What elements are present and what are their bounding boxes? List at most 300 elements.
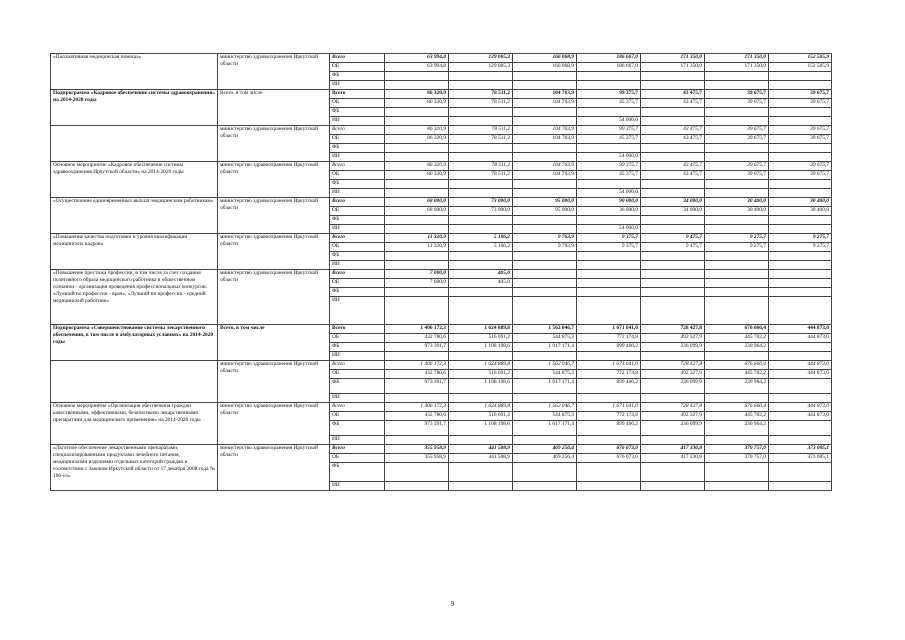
amount-cell: 11 320,9 — [385, 243, 449, 252]
amount-cell: 772 174,8 — [577, 334, 641, 343]
amount-cell: 373 005,1 — [769, 445, 832, 454]
funding-source-cell: Всего — [330, 162, 385, 171]
amount-cell — [641, 117, 705, 126]
amount-cell — [513, 482, 577, 491]
funding-source-cell: ИИ — [330, 189, 385, 198]
amount-cell: 9 375,7 — [577, 243, 641, 252]
amount-cell — [705, 81, 769, 90]
amount-cell — [513, 297, 577, 325]
amount-cell: 1 406 172,3 — [385, 325, 449, 334]
amount-cell — [577, 482, 641, 491]
amount-cell — [513, 252, 577, 261]
amount-cell — [513, 108, 577, 117]
amount-cell: 1 108 198,6 — [449, 343, 513, 352]
amount-cell: 728 427,8 — [641, 325, 705, 334]
amount-cell: 444 873,0 — [769, 412, 832, 421]
amount-cell — [449, 463, 513, 482]
amount-cell: 104 763,9 — [513, 135, 577, 144]
amount-cell — [705, 394, 769, 403]
amount-cell: 236 099,9 — [641, 343, 705, 352]
program-name-cell: Основное мероприятие «Организация обеспечения граждан качественными, эффективными, безопасными лекарственными препаратами для медицинского применения» на 2014-2020 годы — [51, 403, 218, 445]
amount-cell — [641, 108, 705, 117]
amount-cell: 63 994,8 — [385, 63, 449, 72]
amount-cell — [641, 153, 705, 162]
amount-cell — [385, 394, 449, 403]
funding-source-cell: ИИ — [330, 225, 385, 234]
amount-cell — [577, 394, 641, 403]
funding-source-cell: ФБ — [330, 144, 385, 153]
amount-cell: 86 320,9 — [385, 99, 449, 108]
amount-cell: 39 675,7 — [769, 135, 832, 144]
amount-cell: 129 005,3 — [449, 54, 513, 63]
amount-cell: 86 320,9 — [385, 90, 449, 99]
amount-cell: 236 099,9 — [641, 421, 705, 436]
amount-cell: 432 780,6 — [385, 370, 449, 379]
funding-source-cell: ОБ — [330, 370, 385, 379]
amount-cell — [577, 463, 641, 482]
amount-cell: 171 350,0 — [641, 54, 705, 63]
amount-cell — [769, 436, 832, 445]
funding-source-cell: Всего — [330, 403, 385, 412]
amount-cell: 39 675,7 — [769, 90, 832, 99]
amount-cell — [705, 72, 769, 81]
amount-cell: 104 763,9 — [513, 99, 577, 108]
amount-cell: 1 406 172,3 — [385, 361, 449, 370]
amount-cell — [769, 189, 832, 198]
funding-source-cell: Всего — [330, 445, 385, 454]
amount-cell — [769, 482, 832, 491]
amount-cell — [385, 225, 449, 234]
amount-cell — [513, 144, 577, 153]
funding-source-cell: ОБ — [330, 207, 385, 216]
amount-cell — [449, 180, 513, 189]
amount-cell: 30 400,0 — [705, 207, 769, 216]
amount-cell: 230 964,2 — [705, 379, 769, 394]
amount-cell: 370 757,0 — [705, 454, 769, 463]
funding-source-cell: ФБ — [330, 288, 385, 297]
amount-cell — [705, 216, 769, 225]
amount-cell — [513, 153, 577, 162]
amount-cell — [769, 117, 832, 126]
executor-cell: министерство здравоохранения Иркутской области — [218, 403, 330, 445]
amount-cell: 9 275,7 — [705, 234, 769, 243]
funding-source-cell: ИИ — [330, 261, 385, 270]
amount-cell — [577, 144, 641, 153]
amount-cell: 104 763,9 — [513, 171, 577, 180]
amount-cell — [577, 81, 641, 90]
program-name-cell: Подпрограмма «Совершенствование системы лекарственного обеспечения, в том числе в амбулаторных условиях» на 2014-2020 годы — [51, 325, 218, 361]
funding-source-cell: ОБ — [330, 412, 385, 421]
amount-cell — [705, 352, 769, 361]
amount-cell: 676 073,0 — [577, 445, 641, 454]
amount-cell: 9 375,7 — [577, 234, 641, 243]
amount-cell: 230 964,2 — [705, 421, 769, 436]
amount-cell — [449, 108, 513, 117]
funding-source-cell: ОБ — [330, 99, 385, 108]
executor-cell: министерство здравоохранения Иркутской области — [218, 198, 330, 234]
amount-cell: 772 174,8 — [577, 412, 641, 421]
amount-cell: 104 763,9 — [513, 90, 577, 99]
amount-cell: 9 275,7 — [769, 234, 832, 243]
budget-table — [50, 53, 832, 491]
amount-cell — [449, 81, 513, 90]
amount-cell — [513, 463, 577, 482]
amount-cell — [705, 117, 769, 126]
amount-cell — [769, 343, 832, 352]
executor-cell: министерство здравоохранения Иркутской области — [218, 162, 330, 198]
amount-cell — [641, 279, 705, 288]
amount-cell: 1 017 171,4 — [513, 421, 577, 436]
amount-cell: 68 000,0 — [385, 198, 449, 207]
amount-cell — [385, 72, 449, 81]
amount-cell — [577, 108, 641, 117]
table-row — [51, 403, 832, 412]
amount-cell — [641, 436, 705, 445]
amount-cell: 405,0 — [449, 270, 513, 279]
amount-cell — [641, 72, 705, 81]
amount-cell: 432 780,6 — [385, 334, 449, 343]
amount-cell: 9 763,9 — [513, 234, 577, 243]
amount-cell: 444 873,0 — [769, 370, 832, 379]
amount-cell — [385, 252, 449, 261]
table-row — [51, 126, 832, 135]
amount-cell: 1 406 172,3 — [385, 403, 449, 412]
amount-cell: 166 068,9 — [513, 54, 577, 63]
funding-source-cell: Всего — [330, 198, 385, 207]
amount-cell: 30 400,0 — [769, 207, 832, 216]
amount-cell — [577, 279, 641, 288]
amount-cell — [769, 288, 832, 297]
amount-cell: 54 000,0 — [577, 189, 641, 198]
amount-cell: 9 475,7 — [641, 243, 705, 252]
amount-cell — [449, 117, 513, 126]
amount-cell — [385, 108, 449, 117]
amount-cell: 186 667,0 — [577, 54, 641, 63]
amount-cell: 676 666,4 — [705, 361, 769, 370]
amount-cell: 104 763,9 — [513, 162, 577, 171]
amount-cell: 171 350,0 — [705, 54, 769, 63]
amount-cell — [769, 180, 832, 189]
amount-cell — [513, 216, 577, 225]
amount-cell: 99 375,7 — [577, 90, 641, 99]
amount-cell: 1 624 889,8 — [449, 325, 513, 334]
amount-cell: 45 375,7 — [577, 135, 641, 144]
program-name-cell — [51, 126, 218, 162]
executor-cell: министерство здравоохранения Иркутской области — [218, 54, 330, 90]
amount-cell — [769, 421, 832, 436]
amount-cell — [769, 297, 832, 325]
amount-cell — [641, 189, 705, 198]
amount-cell: 86 320,9 — [385, 162, 449, 171]
amount-cell: 39 675,7 — [769, 126, 832, 135]
amount-cell: 676 666,4 — [705, 403, 769, 412]
amount-cell — [769, 394, 832, 403]
amount-cell — [769, 225, 832, 234]
amount-cell — [769, 72, 832, 81]
amount-cell: 1 017 171,4 — [513, 343, 577, 352]
amount-cell — [769, 81, 832, 90]
amount-cell: 39 675,7 — [705, 99, 769, 108]
amount-cell: 544 875,3 — [513, 412, 577, 421]
amount-cell: 772 174,8 — [577, 370, 641, 379]
amount-cell: 7 000,0 — [385, 270, 449, 279]
amount-cell — [513, 261, 577, 270]
amount-cell: 54 000,0 — [577, 153, 641, 162]
program-name-cell: Основное мероприятие «Кадровое обеспечение системы здравоохранения Иркутской области» на 2014-2020 годы — [51, 162, 218, 198]
amount-cell: 78 511,2 — [449, 162, 513, 171]
funding-source-cell: ИИ — [330, 352, 385, 361]
amount-cell: 1 562 046,7 — [513, 325, 577, 334]
amount-cell — [385, 189, 449, 198]
amount-cell: 54 000,0 — [577, 225, 641, 234]
amount-cell: 152 505,9 — [769, 54, 832, 63]
amount-cell — [705, 279, 769, 288]
program-name-cell: «Повышение качества подготовки и уровня квалификации медицинских кадров» — [51, 234, 218, 270]
funding-source-cell: ОБ — [330, 135, 385, 144]
amount-cell: 728 427,8 — [641, 403, 705, 412]
funding-source-cell: Всего — [330, 361, 385, 370]
amount-cell — [705, 297, 769, 325]
amount-cell — [769, 279, 832, 288]
amount-cell: 43 475,7 — [641, 99, 705, 108]
amount-cell — [769, 261, 832, 270]
table-row — [51, 445, 832, 454]
amount-cell: 1 624 889,8 — [449, 361, 513, 370]
amount-cell: 39 675,7 — [705, 126, 769, 135]
amount-cell — [385, 482, 449, 491]
amount-cell — [641, 463, 705, 482]
amount-cell — [385, 117, 449, 126]
funding-source-cell: ФБ — [330, 379, 385, 394]
amount-cell — [577, 216, 641, 225]
executor-cell: министерство здравоохранения Иркутской области — [218, 270, 330, 325]
amount-cell — [705, 144, 769, 153]
amount-cell: 899 466,2 — [577, 379, 641, 394]
amount-cell: 544 875,3 — [513, 334, 577, 343]
amount-cell — [705, 108, 769, 117]
amount-cell: 39 675,7 — [705, 135, 769, 144]
amount-cell — [513, 394, 577, 403]
amount-cell: 236 099,9 — [641, 379, 705, 394]
amount-cell: 34 000,0 — [641, 207, 705, 216]
amount-cell — [385, 352, 449, 361]
amount-cell: 78 511,2 — [449, 171, 513, 180]
amount-cell: 9 475,7 — [641, 234, 705, 243]
amount-cell — [513, 225, 577, 234]
amount-cell — [449, 252, 513, 261]
amount-cell — [513, 436, 577, 445]
amount-cell — [641, 180, 705, 189]
amount-cell: 86 320,9 — [385, 135, 449, 144]
amount-cell: 78 511,2 — [449, 135, 513, 144]
amount-cell — [705, 153, 769, 162]
amount-cell: 43 475,7 — [641, 90, 705, 99]
amount-cell: 728 427,8 — [641, 361, 705, 370]
amount-cell: 417 330,8 — [641, 454, 705, 463]
funding-source-cell: ОБ — [330, 63, 385, 72]
amount-cell: 445 702,2 — [705, 412, 769, 421]
amount-cell — [385, 153, 449, 162]
amount-cell — [641, 261, 705, 270]
amount-cell — [641, 288, 705, 297]
funding-source-cell: ОБ — [330, 279, 385, 288]
amount-cell: 86 320,9 — [385, 126, 449, 135]
amount-cell — [449, 216, 513, 225]
amount-cell — [577, 436, 641, 445]
amount-cell: 39 675,7 — [769, 162, 832, 171]
amount-cell: 492 327,9 — [641, 412, 705, 421]
amount-cell: 9 275,7 — [705, 243, 769, 252]
amount-cell: 899 466,2 — [577, 343, 641, 352]
amount-cell: 432 780,6 — [385, 412, 449, 421]
funding-source-cell: ФБ — [330, 216, 385, 225]
funding-source-cell: ИИ — [330, 81, 385, 90]
funding-source-cell: Всего — [330, 234, 385, 243]
amount-cell: 370 757,0 — [705, 445, 769, 454]
table-row — [51, 234, 832, 243]
table-row — [51, 325, 832, 334]
program-name-cell: «Осуществление единовременных выплат медицинским работникам» — [51, 198, 218, 234]
funding-source-cell: ОБ — [330, 171, 385, 180]
amount-cell — [513, 270, 577, 279]
amount-cell — [705, 482, 769, 491]
amount-cell: 90 000,0 — [577, 198, 641, 207]
amount-cell — [641, 144, 705, 153]
amount-cell: 405,0 — [449, 279, 513, 288]
amount-cell — [385, 261, 449, 270]
amount-cell: 5 106,2 — [449, 243, 513, 252]
table-row — [51, 162, 832, 171]
amount-cell: 186 667,0 — [577, 63, 641, 72]
amount-cell — [449, 153, 513, 162]
amount-cell — [705, 180, 769, 189]
amount-cell: 973 391,7 — [385, 421, 449, 436]
funding-source-cell: Всего — [330, 270, 385, 279]
amount-cell: 445 702,2 — [705, 334, 769, 343]
amount-cell: 171 350,0 — [705, 63, 769, 72]
funding-source-cell: ОБ — [330, 334, 385, 343]
amount-cell: 544 875,3 — [513, 370, 577, 379]
amount-cell — [705, 436, 769, 445]
funding-source-cell: Всего — [330, 54, 385, 63]
amount-cell — [577, 72, 641, 81]
amount-cell: 99 375,7 — [577, 162, 641, 171]
amount-cell: 9 275,7 — [769, 243, 832, 252]
amount-cell — [513, 72, 577, 81]
amount-cell: 95 000,0 — [513, 207, 577, 216]
amount-cell — [577, 288, 641, 297]
funding-source-cell: ФБ — [330, 343, 385, 352]
funding-source-cell: ФБ — [330, 180, 385, 189]
funding-source-cell: ФБ — [330, 252, 385, 261]
amount-cell — [385, 288, 449, 297]
amount-cell — [513, 288, 577, 297]
amount-cell — [641, 482, 705, 491]
amount-cell: 86 320,9 — [385, 171, 449, 180]
amount-cell: 1 671 641,0 — [577, 325, 641, 334]
amount-cell: 78 511,2 — [449, 90, 513, 99]
funding-source-cell: ИИ — [330, 482, 385, 491]
amount-cell: 152 505,9 — [769, 63, 832, 72]
executor-cell: министерство здравоохранения Иркутской области — [218, 361, 330, 403]
amount-cell: 1 624 889,8 — [449, 403, 513, 412]
amount-cell: 973 391,7 — [385, 379, 449, 394]
amount-cell: 444 873,0 — [769, 334, 832, 343]
amount-cell: 373 005,1 — [769, 454, 832, 463]
amount-cell: 63 994,8 — [385, 54, 449, 63]
amount-cell: 676 073,0 — [577, 454, 641, 463]
amount-cell — [705, 288, 769, 297]
amount-cell — [449, 144, 513, 153]
amount-cell — [449, 288, 513, 297]
amount-cell — [577, 297, 641, 325]
amount-cell: 39 675,7 — [769, 99, 832, 108]
funding-source-cell: ИИ — [330, 153, 385, 162]
amount-cell — [449, 436, 513, 445]
amount-cell — [705, 189, 769, 198]
amount-cell: 492 327,9 — [641, 370, 705, 379]
amount-cell — [705, 252, 769, 261]
amount-cell: 1 671 641,0 — [577, 361, 641, 370]
executor-cell: министерство здравоохранения Иркутской области — [218, 445, 330, 491]
funding-source-cell: ИИ — [330, 436, 385, 445]
amount-cell — [385, 180, 449, 189]
funding-source-cell: ФБ — [330, 108, 385, 117]
table-row — [51, 361, 832, 370]
amount-cell: 7 000,0 — [385, 279, 449, 288]
amount-cell: 45 375,7 — [577, 99, 641, 108]
amount-cell — [769, 153, 832, 162]
amount-cell — [769, 270, 832, 279]
amount-cell — [641, 81, 705, 90]
amount-cell: 78 511,2 — [449, 126, 513, 135]
funding-source-cell: ИИ — [330, 117, 385, 126]
funding-source-cell: ОБ — [330, 454, 385, 463]
table-row — [51, 198, 832, 207]
amount-cell — [577, 180, 641, 189]
amount-cell — [577, 252, 641, 261]
amount-cell: 444 873,0 — [769, 361, 832, 370]
amount-cell — [577, 352, 641, 361]
program-name-cell: Подпрограмма «Кадровое обеспечение системы здравоохранения» на 2014-2020 годы — [51, 90, 218, 126]
program-name-cell: «Льготное обеспечение лекарственными препаратами, специализированными продуктами лечебного питания, медицинскими изделиями отдельных категорий граждан в соответствии с Законом Иркутской области от 17 декабря 2008 года № 106-оз» — [51, 445, 218, 491]
amount-cell — [385, 144, 449, 153]
funding-source-cell: ФБ — [330, 463, 385, 482]
amount-cell: 34 000,0 — [641, 198, 705, 207]
funding-source-cell: ИИ — [330, 297, 385, 325]
amount-cell: 417 330,8 — [641, 445, 705, 454]
executor-cell: Всего, в том числе — [218, 90, 330, 126]
amount-cell: 1 671 641,0 — [577, 403, 641, 412]
amount-cell — [449, 297, 513, 325]
amount-cell — [769, 252, 832, 261]
table-row — [51, 90, 832, 99]
amount-cell: 11 320,9 — [385, 234, 449, 243]
amount-cell: 1 108 198,6 — [449, 421, 513, 436]
amount-cell — [641, 216, 705, 225]
amount-cell: 73 000,0 — [449, 207, 513, 216]
amount-cell — [577, 261, 641, 270]
amount-cell: 45 375,7 — [577, 171, 641, 180]
amount-cell — [769, 216, 832, 225]
amount-cell: 166 068,9 — [513, 63, 577, 72]
table-row — [51, 54, 832, 63]
amount-cell — [705, 463, 769, 482]
amount-cell: 99 375,7 — [577, 126, 641, 135]
executor-cell: министерство здравоохранения Иркутской области — [218, 234, 330, 270]
funding-source-cell: Всего — [330, 325, 385, 334]
amount-cell: 1 562 046,7 — [513, 361, 577, 370]
